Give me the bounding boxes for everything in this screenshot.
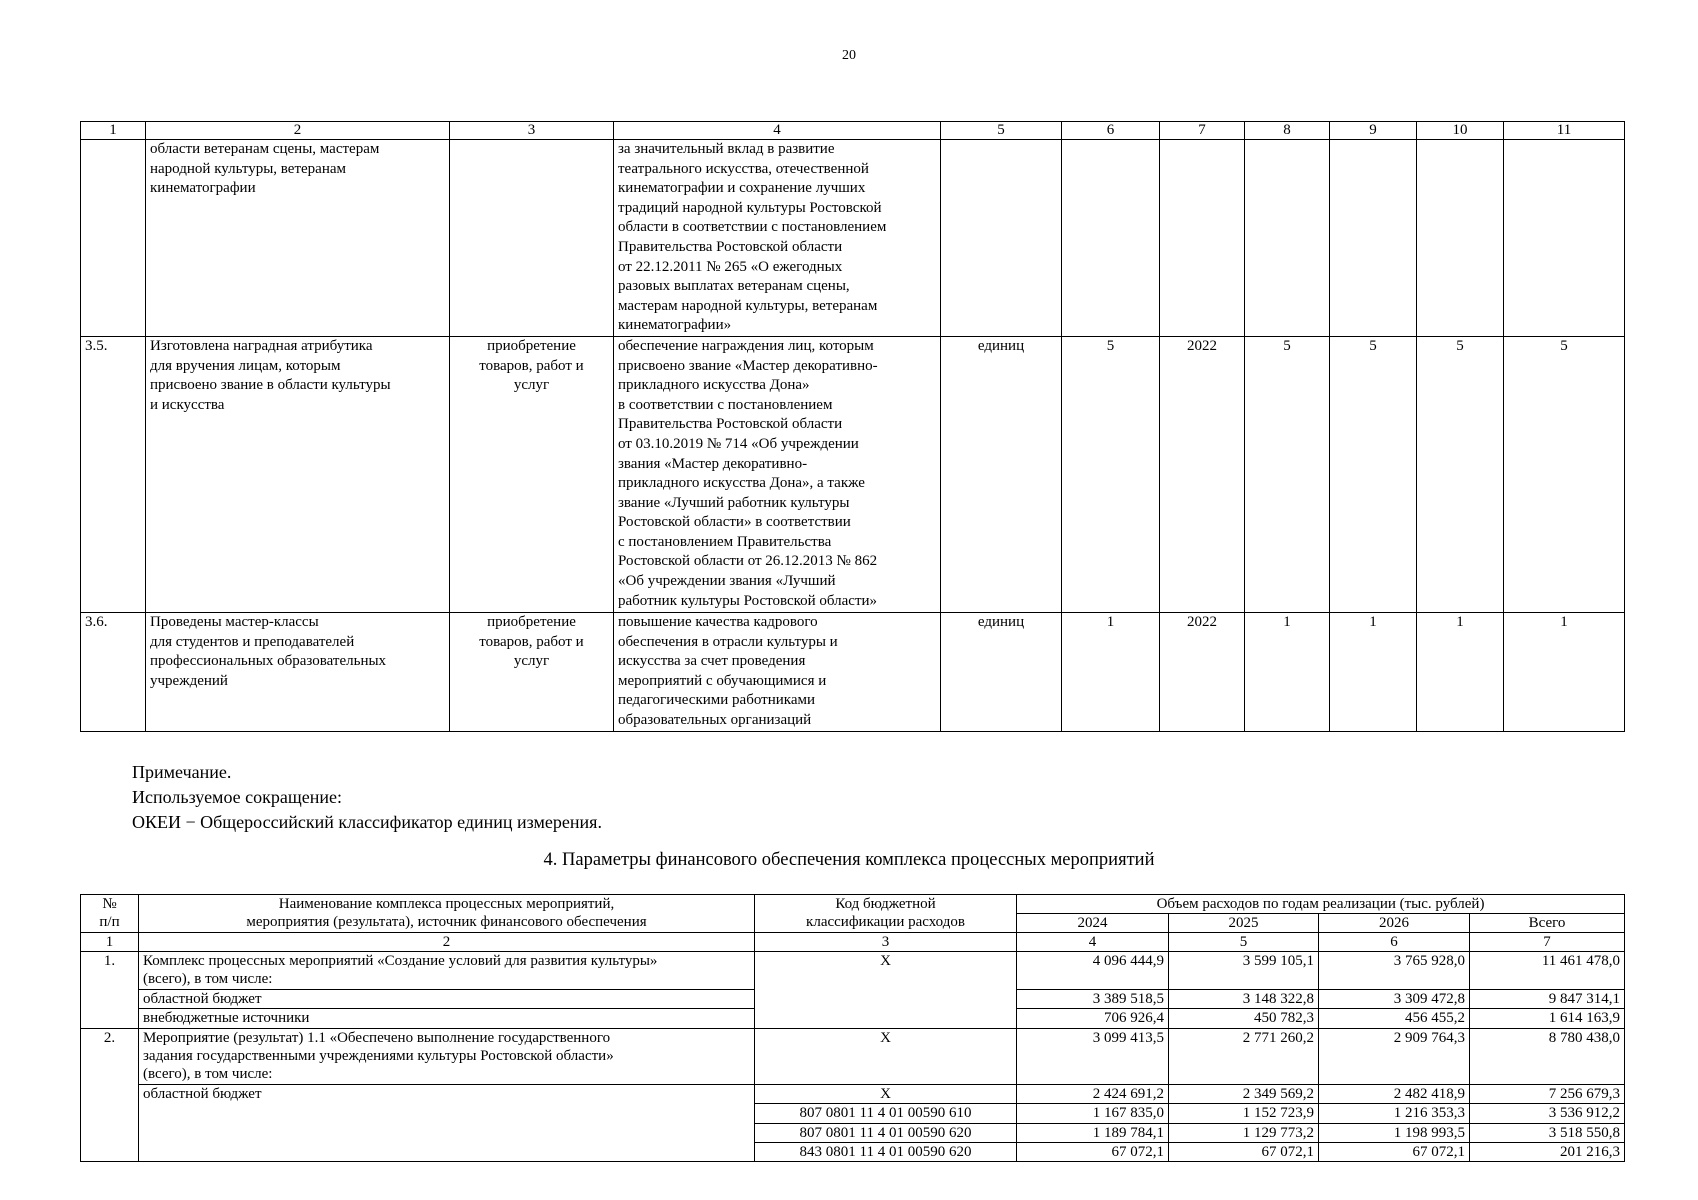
value-2026: 2 482 418,9 bbox=[1319, 1084, 1470, 1103]
table-row bbox=[81, 952, 1625, 990]
row-number: 3.5. bbox=[81, 336, 146, 612]
column-number: 10 bbox=[1417, 122, 1504, 140]
value-total: 11 461 478,0 bbox=[1470, 952, 1625, 990]
row-name: Мероприятие (результат) 1.1 «Обеспечено выполнение государственного задания государственными учреждениями культуры Ростовской области» (всего), в том числе: bbox=[139, 1028, 755, 1084]
header-number: № п/п bbox=[81, 895, 139, 933]
section-title: 4. Параметры финансового обеспечения комплекса процессных мероприятий bbox=[543, 850, 1155, 870]
header-year-2025: 2025 bbox=[1169, 914, 1319, 933]
value-year-2 bbox=[1330, 140, 1417, 337]
column-number: 5 bbox=[941, 122, 1062, 140]
column-number: 3 bbox=[755, 933, 1017, 952]
value-2024: 3 099 413,5 bbox=[1017, 1028, 1169, 1084]
base-year: 2022 bbox=[1160, 612, 1245, 731]
row-number: 1. bbox=[81, 952, 139, 1029]
column-number: 2 bbox=[146, 122, 450, 140]
note-abbreviation-label: Используемое сокращение: bbox=[132, 787, 342, 807]
value-total: 3 536 912,2 bbox=[1470, 1104, 1625, 1123]
header-name: Наименование комплекса процессных мероприятий, мероприятия (результата), источник финансового обеспечения bbox=[139, 895, 755, 933]
value-year-4 bbox=[1504, 140, 1625, 337]
value-year-3 bbox=[1417, 140, 1504, 337]
row-number bbox=[81, 140, 146, 337]
row-name: Комплекс процессных мероприятий «Создание условий для развития культуры» (всего), в том числе: bbox=[139, 952, 755, 990]
results-table bbox=[80, 121, 1625, 732]
value-2026: 1 216 353,3 bbox=[1319, 1104, 1470, 1123]
budget-code: Х bbox=[755, 952, 1017, 1029]
value-year-4: 5 bbox=[1504, 336, 1625, 612]
result-description: за значительный вклад в развитие театрального искусства, отечественной кинематографии и сохранение лучших традиций народной культуры Ростовской области в соответствии с постановлением Правительства Ростовской области от 22.12.2011 № 265 «О ежегодных разовых выплатах ветеранам сцены, мастерам народной культуры, ветеранам кинематографии» bbox=[614, 140, 941, 337]
value-2024: 3 389 518,5 bbox=[1017, 989, 1169, 1008]
result-name: Проведены мастер-классы для студентов и преподавателей профессиональных образовательных учреждений bbox=[146, 612, 450, 731]
value-2025: 67 072,1 bbox=[1169, 1143, 1319, 1162]
header-year-2024: 2024 bbox=[1017, 914, 1169, 933]
value-2025: 3 148 322,8 bbox=[1169, 989, 1319, 1008]
table-row bbox=[81, 612, 1625, 731]
header-volume: Объем расходов по годам реализации (тыс. рублей) bbox=[1017, 895, 1625, 914]
base-value bbox=[1062, 140, 1160, 337]
column-number: 1 bbox=[81, 122, 146, 140]
column-number-row bbox=[81, 122, 1625, 140]
note-abbreviation: ОКЕИ − Общероссийский классификатор единиц измерения. bbox=[132, 812, 602, 832]
unit: единиц bbox=[941, 336, 1062, 612]
value-year-4: 1 bbox=[1504, 612, 1625, 731]
financing-table bbox=[80, 894, 1625, 1162]
header-budget-code: Код бюджетной классификации расходов bbox=[755, 895, 1017, 933]
budget-code: Х bbox=[755, 1084, 1017, 1103]
value-2024: 1 189 784,1 bbox=[1017, 1123, 1169, 1142]
note-block bbox=[132, 760, 602, 835]
value-year-2: 1 bbox=[1330, 612, 1417, 731]
value-total: 8 780 438,0 bbox=[1470, 1028, 1625, 1084]
value-2026: 1 198 993,5 bbox=[1319, 1123, 1470, 1142]
value-year-3: 1 bbox=[1417, 612, 1504, 731]
header-row bbox=[81, 895, 1625, 914]
result-type bbox=[450, 140, 614, 337]
value-2025: 2 771 260,2 bbox=[1169, 1028, 1319, 1084]
column-number: 3 bbox=[450, 122, 614, 140]
value-total: 7 256 679,3 bbox=[1470, 1084, 1625, 1103]
value-year-1: 1 bbox=[1245, 612, 1330, 731]
row-name: областной бюджет bbox=[139, 1084, 755, 1162]
unit bbox=[941, 140, 1062, 337]
column-number: 4 bbox=[614, 122, 941, 140]
base-value: 5 bbox=[1062, 336, 1160, 612]
table-row bbox=[81, 336, 1625, 612]
value-2024: 67 072,1 bbox=[1017, 1143, 1169, 1162]
column-number: 6 bbox=[1319, 933, 1470, 952]
column-number: 8 bbox=[1245, 122, 1330, 140]
unit: единиц bbox=[941, 612, 1062, 731]
row-name: областной бюджет bbox=[139, 989, 755, 1008]
budget-code: 843 0801 11 4 01 00590 620 bbox=[755, 1143, 1017, 1162]
column-number: 9 bbox=[1330, 122, 1417, 140]
row-name: внебюджетные источники bbox=[139, 1009, 755, 1028]
base-year: 2022 bbox=[1160, 336, 1245, 612]
column-number: 7 bbox=[1470, 933, 1625, 952]
result-type: приобретение товаров, работ и услуг bbox=[450, 336, 614, 612]
page-number: 20 bbox=[842, 48, 856, 63]
value-2024: 2 424 691,2 bbox=[1017, 1084, 1169, 1103]
column-number-row bbox=[81, 933, 1625, 952]
value-2024: 706 926,4 bbox=[1017, 1009, 1169, 1028]
column-number: 11 bbox=[1504, 122, 1625, 140]
budget-code: 807 0801 11 4 01 00590 610 bbox=[755, 1104, 1017, 1123]
row-number: 2. bbox=[81, 1028, 139, 1162]
value-2025: 1 152 723,9 bbox=[1169, 1104, 1319, 1123]
budget-code: Х bbox=[755, 1028, 1017, 1084]
value-2025: 1 129 773,2 bbox=[1169, 1123, 1319, 1142]
value-2026: 456 455,2 bbox=[1319, 1009, 1470, 1028]
value-year-1 bbox=[1245, 140, 1330, 337]
value-2026: 67 072,1 bbox=[1319, 1143, 1470, 1162]
column-number: 2 bbox=[139, 933, 755, 952]
result-type: приобретение товаров, работ и услуг bbox=[450, 612, 614, 731]
value-2025: 3 599 105,1 bbox=[1169, 952, 1319, 990]
value-total: 3 518 550,8 bbox=[1470, 1123, 1625, 1142]
value-2025: 2 349 569,2 bbox=[1169, 1084, 1319, 1103]
table-row bbox=[81, 140, 1625, 337]
value-year-2: 5 bbox=[1330, 336, 1417, 612]
value-total: 9 847 314,1 bbox=[1470, 989, 1625, 1008]
column-number: 5 bbox=[1169, 933, 1319, 952]
value-2025: 450 782,3 bbox=[1169, 1009, 1319, 1028]
note-title: Примечание. bbox=[132, 762, 232, 782]
value-total: 201 216,3 bbox=[1470, 1143, 1625, 1162]
value-2026: 2 909 764,3 bbox=[1319, 1028, 1470, 1084]
column-number: 1 bbox=[81, 933, 139, 952]
result-name: области ветеранам сцены, мастерам народной культуры, ветеранам кинематографии bbox=[146, 140, 450, 337]
row-number: 3.6. bbox=[81, 612, 146, 731]
result-name: Изготовлена наградная атрибутика для вручения лицам, которым присвоено звание в области культуры и искусства bbox=[146, 336, 450, 612]
value-2024: 4 096 444,9 bbox=[1017, 952, 1169, 990]
column-number: 6 bbox=[1062, 122, 1160, 140]
value-2026: 3 765 928,0 bbox=[1319, 952, 1470, 990]
budget-code: 807 0801 11 4 01 00590 620 bbox=[755, 1123, 1017, 1142]
value-total: 1 614 163,9 bbox=[1470, 1009, 1625, 1028]
value-2026: 3 309 472,8 bbox=[1319, 989, 1470, 1008]
base-value: 1 bbox=[1062, 612, 1160, 731]
result-description: обеспечение награждения лиц, которым присвоено звание «Мастер декоративно- прикладного искусства Дона» в соответствии с постановлением Правительства Ростовской области от 03.10.2019 № 714 «Об учреждении звания «Мастер декоративно- прикладного искусства Дона», а также звание «Лучший работник культуры Ростовской области» в соответствии с постановлением Правительства Ростовской области от 26.12.2013 № 862 «Об учреждении звания «Лучший работник культуры Ростовской области» bbox=[614, 336, 941, 612]
table-row bbox=[81, 1028, 1625, 1084]
column-number: 7 bbox=[1160, 122, 1245, 140]
header-total: Всего bbox=[1470, 914, 1625, 933]
header-year-2026: 2026 bbox=[1319, 914, 1470, 933]
column-number: 4 bbox=[1017, 933, 1169, 952]
value-year-1: 5 bbox=[1245, 336, 1330, 612]
result-description: повышение качества кадрового обеспечения в отрасли культуры и искусства за счет проведения мероприятий с обучающимися и педагогическими работниками образовательных организаций bbox=[614, 612, 941, 731]
value-2024: 1 167 835,0 bbox=[1017, 1104, 1169, 1123]
table-row bbox=[81, 1084, 1625, 1103]
value-year-3: 5 bbox=[1417, 336, 1504, 612]
base-year bbox=[1160, 140, 1245, 337]
